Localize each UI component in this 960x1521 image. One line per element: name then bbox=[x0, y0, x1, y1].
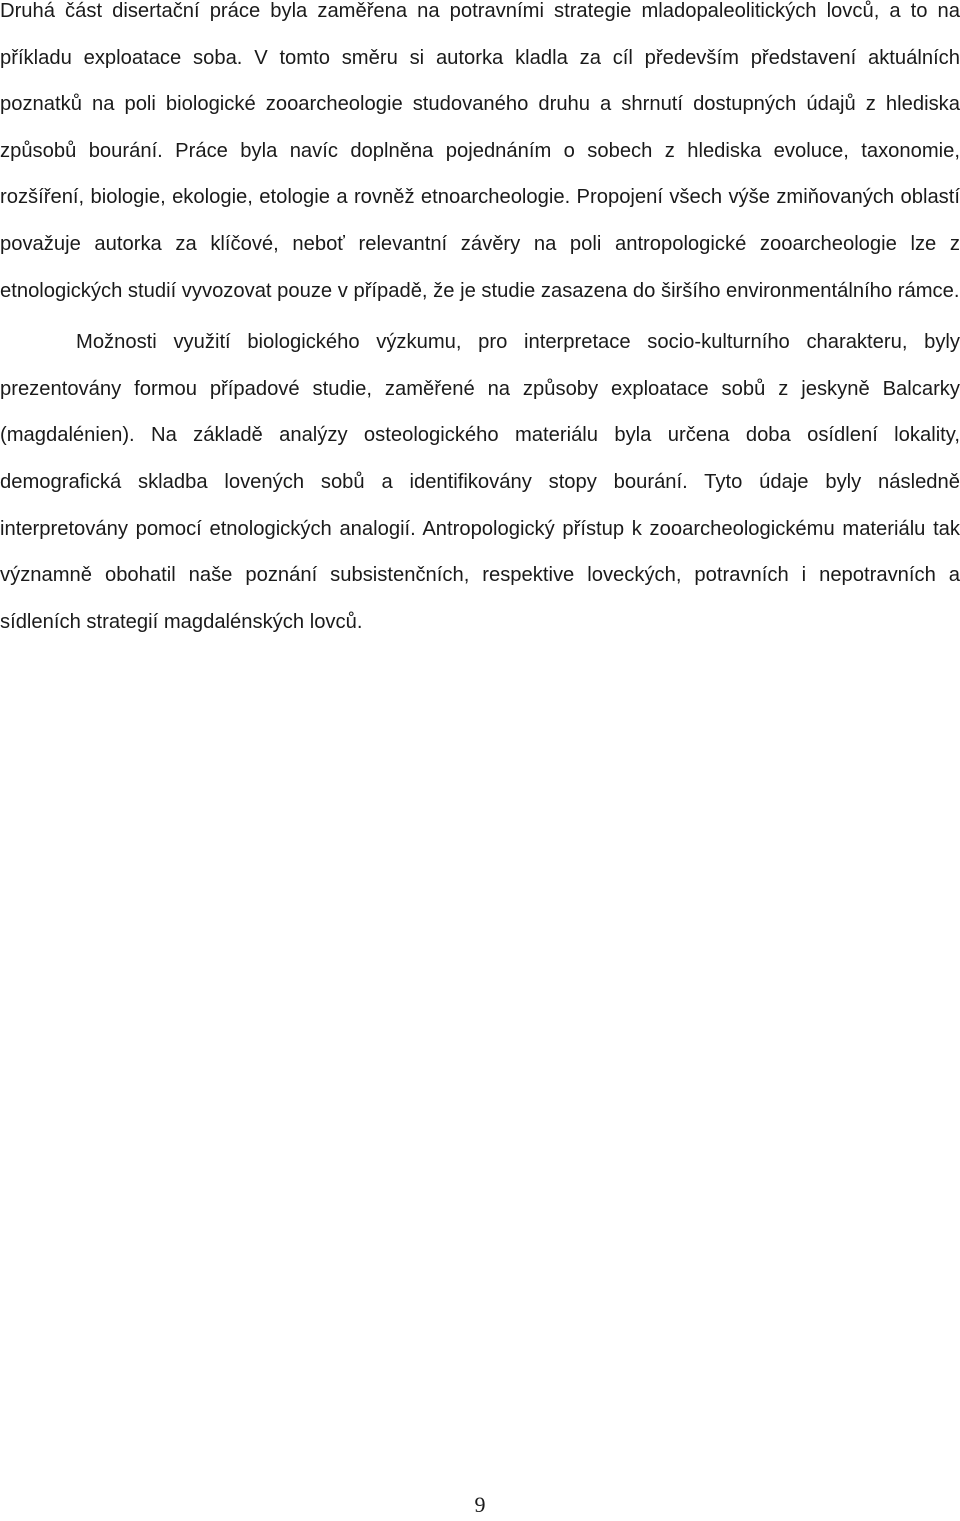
body-text bbox=[0, 0, 960, 650]
page-number: 9 bbox=[474, 1492, 486, 1517]
paragraph-1: Druhá část disertační práce byla zaměřena na potravními strategie mladopaleolitických lovců, a to na příkladu exploatace soba. V tomto směru si autorka kladla za cíl především představení aktuálních poznatků na poli biologické zooarcheologie studovaného druhu a shrnutí dostupných údajů z hlediska způsobů bourání. Práce byla navíc doplněna pojednáním o sobech z hlediska evoluce, taxonomie, rozšíření, biologie, ekologie, etologie a rovněž etnoarcheologie. Propojení všech výše zmiňovaných oblastí považuje autorka za klíčové, neboť relevantní závěry na poli antropologické zooarcheologie lze z etnologických studií vyvozovat pouze v případě, že je studie zasazena do širšího environmentálního rámce. bbox=[0, 0, 960, 302]
paragraph-2: Možnosti využití biologického výzkumu, pro interpretace socio-kulturního charakteru, byly prezentovány formou případové studie, zaměřené na způsoby exploatace sobů z jeskyně Balcarky (magdalénien). Na základě analýzy osteologického materiálu byla určena doba osídlení lokality, demografická skladba lovených sobů a identifikovány stopy bourání. Tyto údaje byly následně interpretovány pomocí etnologických analogií. Antropologický přístup k zooarcheologickému materiálu tak významně obohatil naše poznání subsistenčních, respektive loveckých, potravních i nepotravních a sídleních strategií magdalénských lovců. bbox=[0, 331, 960, 633]
